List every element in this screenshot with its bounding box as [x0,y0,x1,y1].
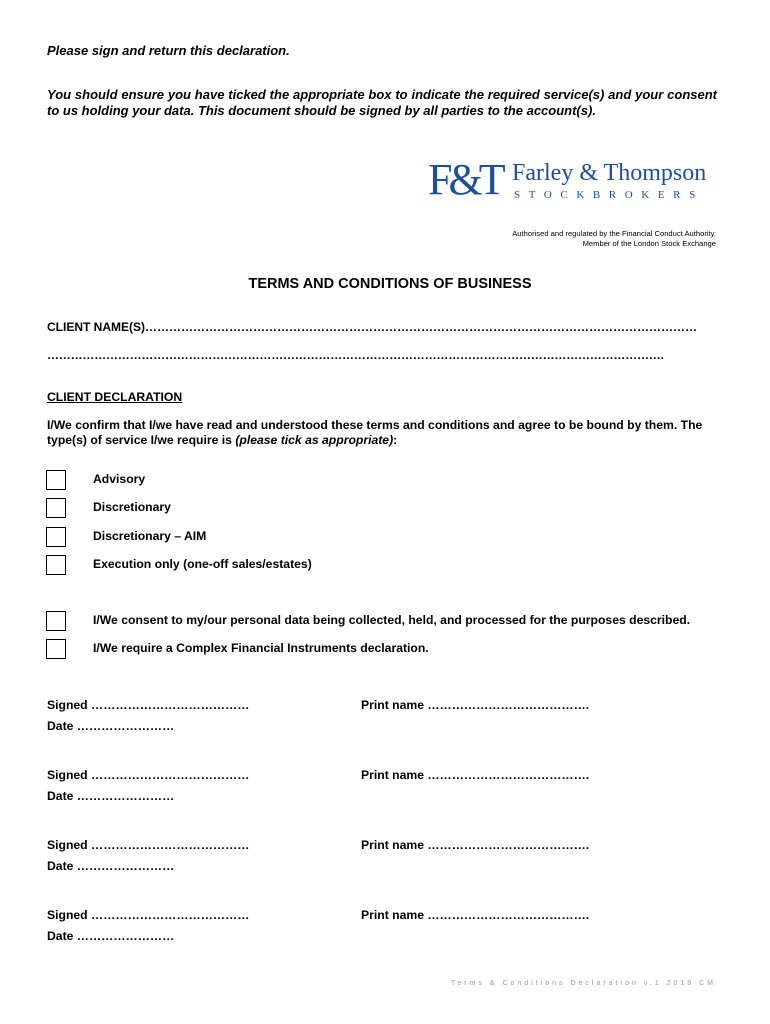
discretionary-aim-label: Discretionary – AIM [93,529,207,543]
print-name-field[interactable]: Print name …………………………………. [361,768,590,782]
advisory-label: Advisory [93,472,146,486]
signature-block [47,698,727,738]
advisory-checkbox[interactable] [46,470,66,490]
client-declaration-text [47,418,737,448]
signed-field[interactable]: Signed ………………………………… [47,838,250,852]
signature-block [47,838,727,878]
date-field[interactable]: Date …………………… [47,719,175,733]
logo-company-name: Farley & Thompson [512,160,707,186]
discretionary-aim-checkbox[interactable] [46,527,66,547]
consent-option-complex-instruments [46,639,746,659]
date-field[interactable]: Date …………………… [47,789,175,803]
signed-field[interactable]: Signed ………………………………… [47,908,250,922]
data-consent-checkbox[interactable] [46,611,66,631]
declaration-text-main: I/We confirm that I/we have read and understood these terms and conditions and agree to be bound by them. The type(s) of service I/we require is [47,418,703,447]
signed-field[interactable]: Signed ………………………………… [47,698,250,712]
intro-instruction: Please sign and return this declaration. [47,43,290,58]
complex-instruments-label: I/We require a Complex Financial Instruments declaration. [93,641,429,655]
service-option-execution-only [46,555,746,575]
document-footer: Terms & Conditions Declaration v.1 2018 CM [450,980,716,987]
declaration-text-end: : [393,433,398,447]
data-consent-label: I/We consent to my/our personal data being collected, held, and processed for the purposes described. [93,613,691,627]
service-option-advisory [46,470,746,490]
regulation-line-2: Member of the London Stock Exchange [582,239,716,248]
print-name-field[interactable]: Print name …………………………………. [361,698,590,712]
date-field[interactable]: Date …………………… [47,929,175,943]
date-field[interactable]: Date …………………… [47,859,175,873]
document-title: TERMS AND CONDITIONS OF BUSINESS [248,276,532,292]
client-name-field[interactable]: CLIENT NAME(S)………………………………………………………………………………………………………………………… [47,320,697,334]
discretionary-checkbox[interactable] [46,498,66,518]
logo-tagline: STOCKBROKERS [514,189,704,201]
signature-block [47,768,727,808]
discretionary-label: Discretionary [93,500,171,514]
signature-block [47,908,727,948]
regulation-line-1: Authorised and regulated by the Financial Conduct Authority. [512,229,716,238]
consent-option-data [46,611,746,631]
client-declaration-heading: CLIENT DECLARATION [47,390,183,404]
client-name-continuation-field[interactable]: …………………………………………………………………………………………………………………………………………. [47,348,664,362]
company-logo [428,155,718,205]
signed-field[interactable]: Signed ………………………………… [47,768,250,782]
print-name-field[interactable]: Print name …………………………………. [361,838,590,852]
logo-mark: F&T [428,155,502,204]
execution-only-checkbox[interactable] [46,555,66,575]
print-name-field[interactable]: Print name …………………………………. [361,908,590,922]
service-option-discretionary-aim [46,527,746,547]
complex-instruments-checkbox[interactable] [46,639,66,659]
service-option-discretionary [46,498,746,518]
declaration-text-italic: (please tick as appropriate) [235,433,394,447]
execution-only-label: Execution only (one-off sales/estates) [93,557,312,571]
intro-guidance: You should ensure you have ticked the appropriate box to indicate the required service(s) and your consent to us holding your data. This document should be signed by all parties to the account(s). [47,87,717,118]
